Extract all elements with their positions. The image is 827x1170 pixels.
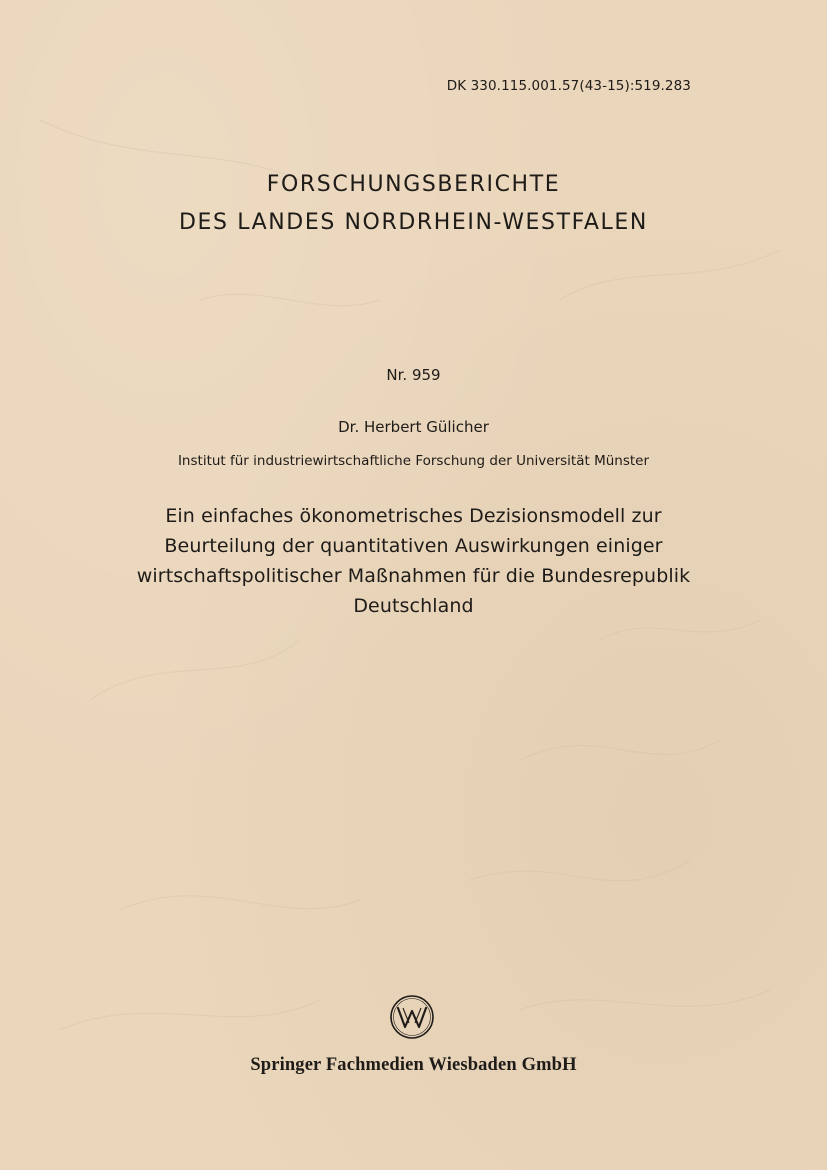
classification-code: DK 330.115.001.57(43-15):519.283 <box>446 78 691 94</box>
book-title-line-2: Beurteilung der quantitativen Auswirkungen einiger <box>164 535 663 557</box>
institute-name: Institut für industriewirtschaftliche Forschung der Universität Münster <box>177 453 650 469</box>
series-title-line-2: DES LANDES NORDRHEIN-WESTFALEN <box>179 210 648 235</box>
book-title-line-4: Deutschland <box>353 595 474 617</box>
author-name: Dr. Herbert Gülicher <box>338 418 489 436</box>
publisher-name: Springer Fachmedien Wiesbaden GmbH <box>250 1055 577 1075</box>
series-title-line-1: FORSCHUNGSBERICHTE <box>266 172 561 197</box>
book-title-line-1: Ein einfaches ökonometrisches Dezisionsmodell zur <box>165 505 662 527</box>
book-title-line-3: wirtschaftspolitischer Maßnahmen für die Bundesrepublik <box>136 565 691 587</box>
volume-number: Nr. 959 <box>386 366 441 384</box>
publisher-logo-icon <box>388 993 436 1041</box>
